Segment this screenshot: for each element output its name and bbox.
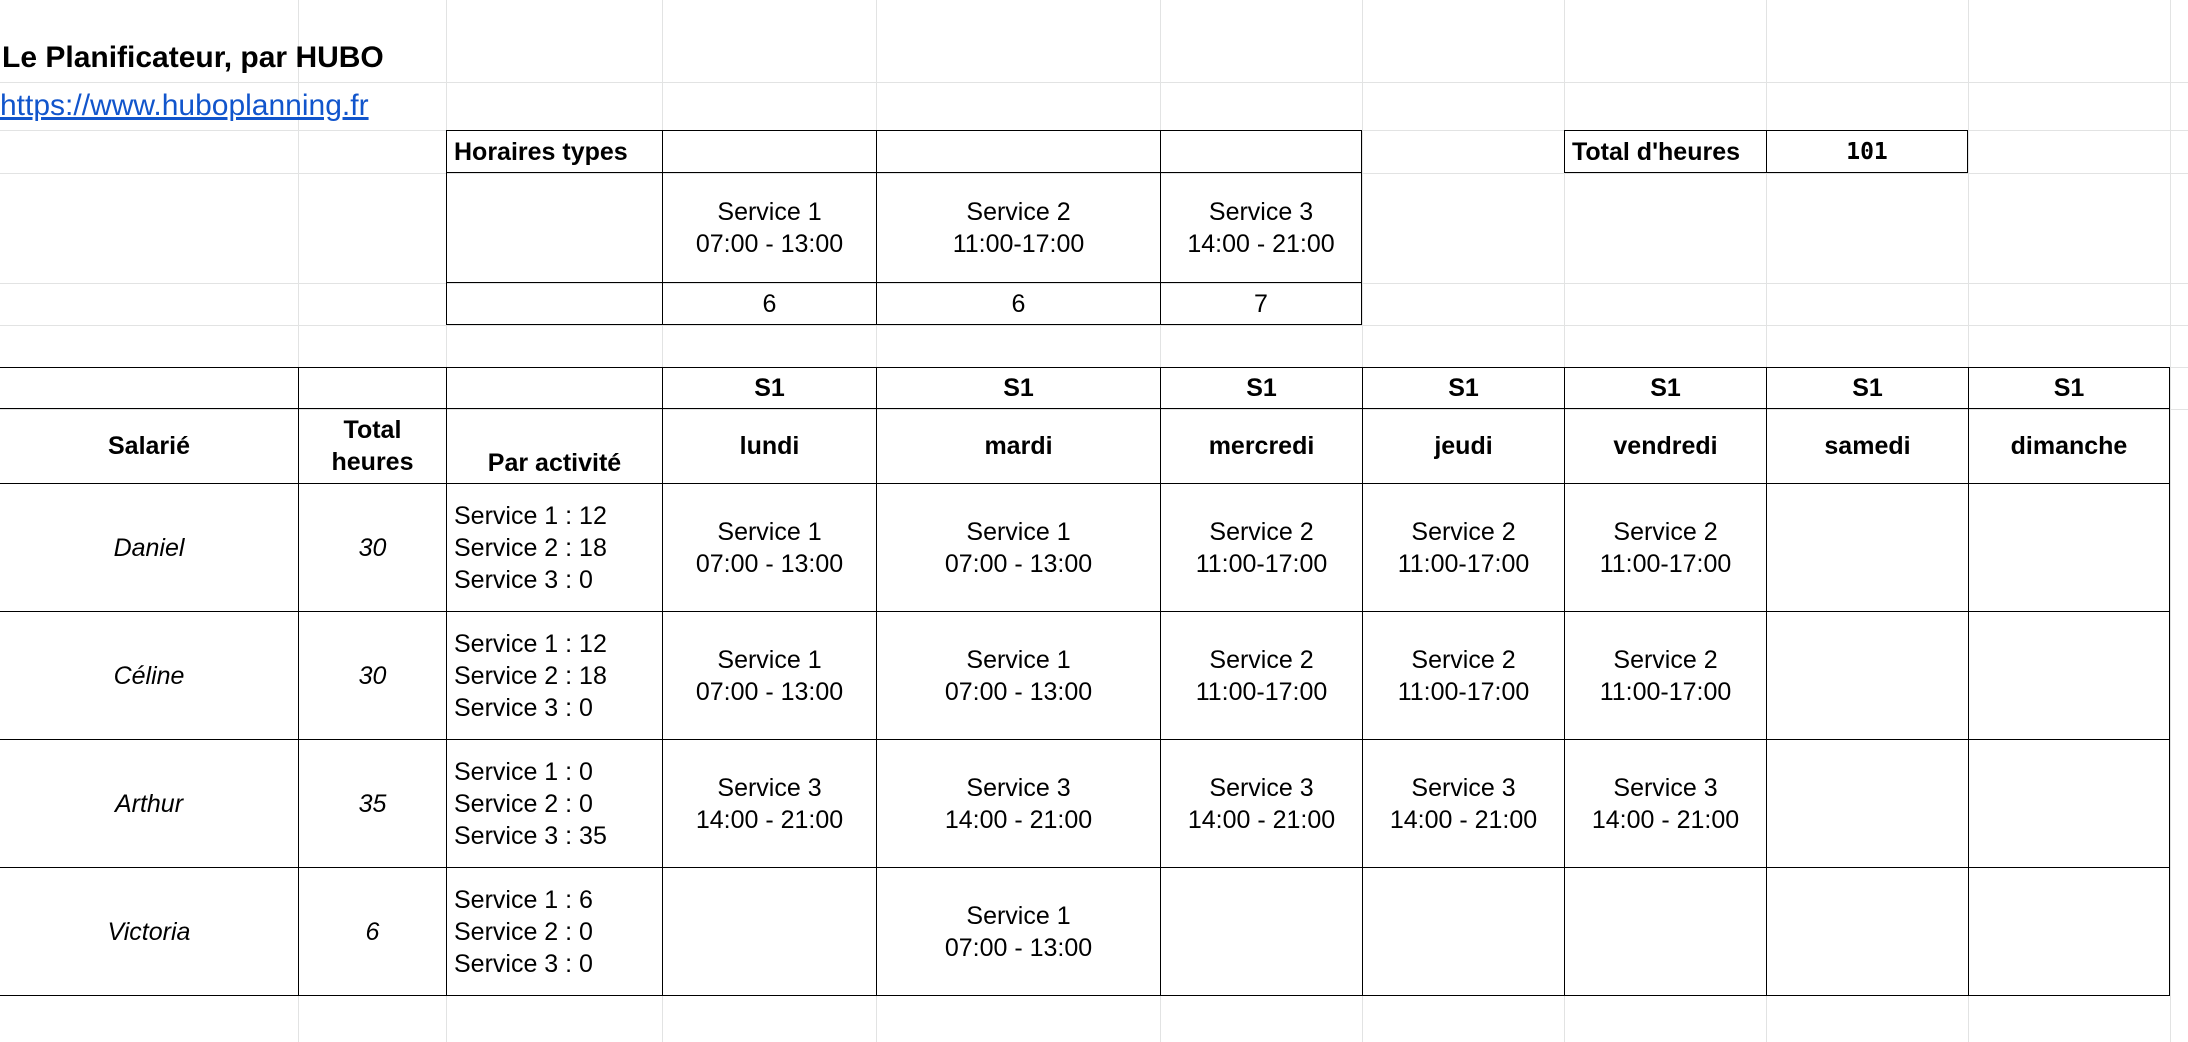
week-label[interactable]: S1 xyxy=(1362,367,1564,409)
header-day[interactable]: dimanche xyxy=(1968,409,2170,484)
shift-cell[interactable]: Service 2 11:00-17:00 xyxy=(1160,484,1362,612)
shift-cell[interactable] xyxy=(1968,484,2170,612)
activity-breakdown[interactable]: Service 1 : 0 Service 2 : 0 Service 3 : 35 xyxy=(446,740,662,868)
shift-cell[interactable]: Service 2 11:00-17:00 xyxy=(1362,612,1564,740)
service-hours-cell[interactable]: 6 xyxy=(662,283,876,325)
employee-name[interactable]: Céline xyxy=(0,612,298,740)
employee-total[interactable]: 6 xyxy=(298,868,446,996)
header-day[interactable]: jeudi xyxy=(1362,409,1564,484)
shift-cell[interactable]: Service 3 14:00 - 21:00 xyxy=(1564,740,1766,868)
header-total-hours[interactable]: Total heures xyxy=(298,409,446,484)
horaires-header-cell[interactable] xyxy=(876,130,1160,173)
week-row-empty[interactable] xyxy=(0,367,298,409)
shift-cell[interactable] xyxy=(1766,612,1968,740)
header-day[interactable]: vendredi xyxy=(1564,409,1766,484)
gridline xyxy=(2170,0,2171,1042)
shift-cell[interactable]: Service 3 14:00 - 21:00 xyxy=(876,740,1160,868)
shift-cell[interactable] xyxy=(1362,868,1564,996)
employee-total[interactable]: 30 xyxy=(298,612,446,740)
shift-cell[interactable]: Service 1 07:00 - 13:00 xyxy=(662,484,876,612)
shift-cell[interactable] xyxy=(1968,868,2170,996)
shift-cell[interactable]: Service 2 11:00-17:00 xyxy=(1362,484,1564,612)
shift-cell[interactable]: Service 3 14:00 - 21:00 xyxy=(1160,740,1362,868)
week-row-empty[interactable] xyxy=(446,367,662,409)
shift-cell[interactable]: Service 1 07:00 - 13:00 xyxy=(876,484,1160,612)
week-label[interactable]: S1 xyxy=(876,367,1160,409)
service-type-cell[interactable]: Service 2 11:00-17:00 xyxy=(876,173,1160,283)
service-type-cell[interactable]: Service 3 14:00 - 21:00 xyxy=(1160,173,1362,283)
employee-name[interactable]: Daniel xyxy=(0,484,298,612)
sheet-title: Le Planificateur, par HUBO xyxy=(2,41,384,74)
activity-breakdown[interactable]: Service 1 : 6 Service 2 : 0 Service 3 : 0 xyxy=(446,868,662,996)
activity-breakdown[interactable]: Service 1 : 12 Service 2 : 18 Service 3 : 0 xyxy=(446,484,662,612)
week-label[interactable]: S1 xyxy=(1766,367,1968,409)
service-type-cell[interactable]: Service 1 07:00 - 13:00 xyxy=(662,173,876,283)
shift-cell[interactable]: Service 1 07:00 - 13:00 xyxy=(662,612,876,740)
horaires-empty-cell[interactable] xyxy=(446,283,662,325)
website-link[interactable]: https://www.huboplanning.fr xyxy=(0,89,369,122)
shift-cell[interactable]: Service 1 07:00 - 13:00 xyxy=(876,868,1160,996)
shift-cell[interactable]: Service 2 11:00-17:00 xyxy=(1160,612,1362,740)
header-employee[interactable]: Salarié xyxy=(0,409,298,484)
gridline xyxy=(0,82,2188,83)
shift-cell[interactable]: Service 3 14:00 - 21:00 xyxy=(662,740,876,868)
horaires-header-cell[interactable] xyxy=(662,130,876,173)
service-hours-cell[interactable]: 7 xyxy=(1160,283,1362,325)
shift-cell[interactable]: Service 2 11:00-17:00 xyxy=(1564,484,1766,612)
service-hours-cell[interactable]: 6 xyxy=(876,283,1160,325)
shift-cell[interactable] xyxy=(1766,740,1968,868)
horaires-empty-cell[interactable] xyxy=(446,173,662,283)
header-day[interactable]: lundi xyxy=(662,409,876,484)
total-hours-value[interactable]: 101 xyxy=(1766,130,1968,173)
shift-cell[interactable] xyxy=(1968,612,2170,740)
header-day[interactable]: mardi xyxy=(876,409,1160,484)
shift-cell[interactable] xyxy=(1160,868,1362,996)
shift-cell[interactable]: Service 3 14:00 - 21:00 xyxy=(1362,740,1564,868)
header-day[interactable]: mercredi xyxy=(1160,409,1362,484)
week-label[interactable]: S1 xyxy=(662,367,876,409)
total-hours-label[interactable]: Total d'heures xyxy=(1564,130,1766,173)
shift-cell[interactable]: Service 1 07:00 - 13:00 xyxy=(876,612,1160,740)
header-day[interactable]: samedi xyxy=(1766,409,1968,484)
shift-cell[interactable] xyxy=(1766,484,1968,612)
week-label[interactable]: S1 xyxy=(1968,367,2170,409)
horaires-types-label[interactable]: Horaires types xyxy=(446,130,662,173)
shift-cell[interactable] xyxy=(1968,740,2170,868)
gridline xyxy=(0,325,2188,326)
shift-cell[interactable] xyxy=(1766,868,1968,996)
header-activity[interactable]: Par activité xyxy=(446,409,662,484)
week-row-empty[interactable] xyxy=(298,367,446,409)
week-label[interactable]: S1 xyxy=(1160,367,1362,409)
shift-cell[interactable] xyxy=(662,868,876,996)
shift-cell[interactable]: Service 2 11:00-17:00 xyxy=(1564,612,1766,740)
employee-total[interactable]: 35 xyxy=(298,740,446,868)
employee-name[interactable]: Victoria xyxy=(0,868,298,996)
employee-name[interactable]: Arthur xyxy=(0,740,298,868)
employee-total[interactable]: 30 xyxy=(298,484,446,612)
shift-cell[interactable] xyxy=(1564,868,1766,996)
activity-breakdown[interactable]: Service 1 : 12 Service 2 : 18 Service 3 : 0 xyxy=(446,612,662,740)
horaires-header-cell[interactable] xyxy=(1160,130,1362,173)
week-label[interactable]: S1 xyxy=(1564,367,1766,409)
